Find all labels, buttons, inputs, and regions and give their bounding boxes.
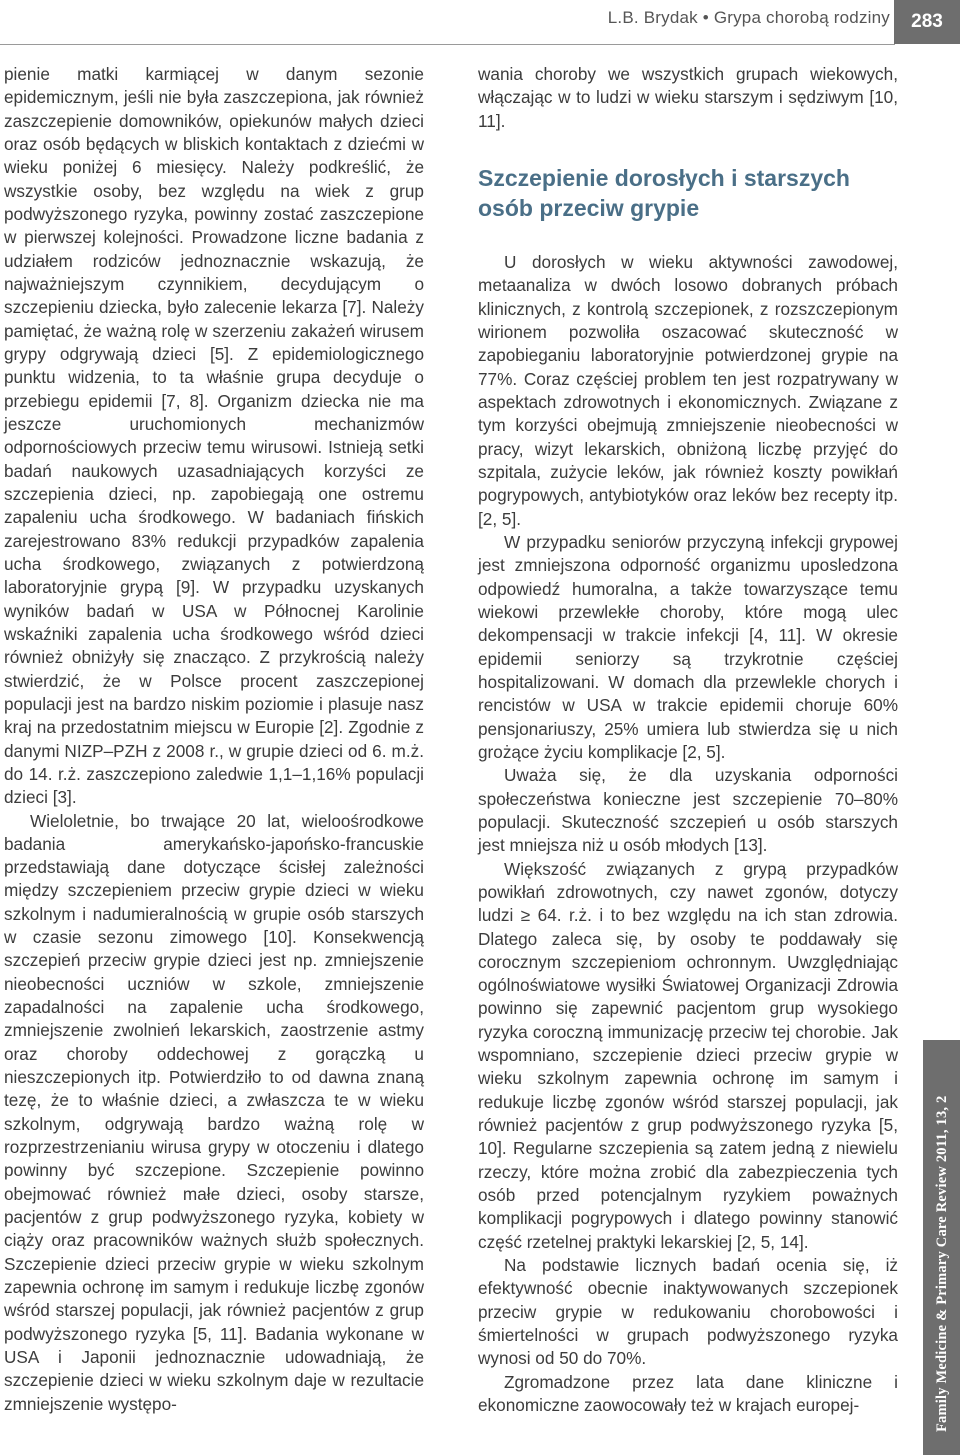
journal-side-strip xyxy=(923,1040,960,1455)
paragraph: Zgromadzone przez lata dane kliniczne i ekonomiczne zaowocowały też w krajach europej- xyxy=(478,1371,898,1416)
paragraph: Wieloletnie, bo trwające 20 lat, wieloośrodkowe badania amerykańsko-japońsko-francuskie przedstawiają dane dotyczące ścisłej zależności między szczepieniem przeciw grypie dzieci w wieku szkolnym i nadumieralnością w grupie osób starszych w czasie sezonu zimowego [10]. Konsekwencją szczepień przeciw grypie dzieci jest np. zmniejszenie nieobecności uczniów w szkole, zmniejszenie zapadalności na zapalenie ucha środkowego, zmniejszenie zwolnień lekarskich, zaostrzenie astmy oraz choroby oddechowej z gorączką u nieszczepionych itp. Potwierdziło to od dawna znaną tezę, że to właśnie dzieci, a zwłaszcza te w wieku szkolnym, odgrywają bardzo ważną rolę w rozprzestrzenianiu wirusa grypy w otoczeniu i dlatego powinny być szczepione. Szczepienie powinno obejmować również małe dzieci, osoby starsze, pacjentów z grup podwyższonego ryzyka, kobiety w ciąży oraz pracowników ważnych służb społecznych. Szczepienie dzieci przeciw grypie w wieku szkolnym zapewnia ochronę im samym i redukuje liczbę zgonów wśród starszej populacji, jak również pacjentów z grup podwyższonego ryzyka [5, 11]. Badania wykonane w USA i Japonii jednoznacznie udowadniają, że szczepienie dzieci w wieku szkolnym daje w rezultacie zmniejszenie występo- xyxy=(4,810,424,1414)
running-head: L.B. Brydak • Grypa chorobą rodziny xyxy=(607,8,890,27)
page-number: 283 xyxy=(894,0,960,44)
paragraph: pienie matki karmiącej w danym sezonie epidemicznym, jeśli nie była zaszczepiona, jak również zaszczepienie domowników, opiekunów małych dzieci oraz osób będących w bliskich kontaktach z dziećmi w wieku poniżej 6 miesięcy. Należy podkreślić, że wszystkie osoby, bez względu na wiek z grup podwyższonego ryzyka, powinny zostać zaszczepione w pierwszej kolejności. Prowadzone liczne badania z udziałem rodziców jednoznacznie wskazują, że najważniejszym czynnikiem, decydującym o szczepieniu dziecka, było zalecenie lekarza [7]. Należy pamiętać, że ważną rolę w szerzeniu zakażeń wirusem grypy odgrywają dzieci [5]. Z epidemiologicznego punktu widzenia, to ta właśnie grupa decyduje o przebiegu epidemii [7, 8]. Organizm dziecka nie ma jeszcze uruchomionych mechanizmów odpornościowych przeciw temu wirusowi. Istnieją setki badań naukowych uzasadniających korzyści ze szczepienia dzieci, np. zapobiegają one ostremu zapaleniu ucha środkowego. W badaniach fińskich zarejestrowano 83% redukcji przypadków zapalenia ucha środkowego, związanych z potwierdzoną laboratoryjnie grypą [9]. W przypadku uzyskanych wyników badań w USA w Północnej Karolinie wskaźniki zapalenia ucha środkowego wśród dzieci również obniżyły się znacząco. Z przykrością należy stwierdzić, że w Polsce procent zaszczepionej populacji jest na bardzo niskim poziomie i plasuje nasz kraj na przedostatnim miejscu w Europie [2]. Zgodnie z danymi NIZP–PZH z 2008 r., w grupie dzieci od 6. m.ż. do 14. r.ż. zaszczepiono zaledwie 1,1–1,16% populacji dzieci [3]. xyxy=(4,64,424,808)
left-column xyxy=(4,63,424,1416)
header-rule xyxy=(0,44,895,45)
right-column xyxy=(478,63,898,1417)
paragraph: Uważa się, że dla uzyskania odporności społeczeństwa konieczne jest szczepienie 70–80% populacji. Skuteczność szczepień u osób starszych jest mniejsza niż u osób młodych [13]. xyxy=(478,765,898,856)
paragraph: W przypadku seniorów przyczyną infekcji grypowej jest zmniejszona odporność organizmu uposledzona odpowiedź humoralna, a także towarzyszące temu wiekowi przewlekłe choroby, które mogą ulec dekompensacji w trakcie infekcji [4, 11]. W okresie epidemii seniorzy są trzykrotnie częściej hospitalizowani. W domach dla przewlekle chorych i rencistów w USA w trakcie epidemii choruje 60% pensjonariuszy, 25% umiera lub stwierdza się u nich grożące życiu komplikacje [2, 5]. xyxy=(478,531,898,762)
journal-name: Family Medicine & Primary Care Review 2011, 13, 2 xyxy=(934,1095,950,1432)
paragraph: U dorosłych w wieku aktywności zawodowej, metaanaliza w dwóch losowo dobranych próbach klinicznych, z kontrolą szczepionek, z rozszczepionym wirionem pozwoliła oszacować skuteczność w zapobieganiu laboratoryjnie potwierdzonej grypie na 77%. Coraz częściej problem ten jest rozpatrywany w aspektach zdrowotnych i ekonomicznych. Związane z tym korzyści obejmują zmniejszenie nieobecności w pracy, wizyt lekarskich, obniżoną liczbę przyjęć do szpitala, zużycie leków, jak również koszty powikłań pogrypowych, antybiotyków oraz leków bez recepty itp. [2, 5]. xyxy=(478,251,898,529)
paragraph: wania choroby we wszystkich grupach wiekowych, włączając w to ludzi w wieku starszym i sędziwym [10, 11]. xyxy=(478,64,898,131)
paragraph: Większość związanych z grypą przypadków powikłań zdrowotnych, czy nawet zgonów, dotyczy ludzi ≥ 64. r.ż. i to bez względu na ich stan zdrowia. Dlatego zaleca się, by osoby te poddawały się corocznym szczepieniom ochronnym. Uwzględniając ogólnoświatowe wysiłki Światowej Organizacji Zdrowia powinno się zapewnić pacjentom grup wysokiego ryzyka coroczną immunizację przeciw tej chorobie. Jak wspomniano, szczepienie dzieci przeciw grypie w wieku szkolnym zapewnia ochronę im samym i redukuje liczbę zgonów wśród starszej populacji, jak również pacjentów z grup podwyższonego ryzyka [5, 10]. Regularne szczepienia są zatem jedną z niewielu rzeczy, które można zrobić dla zabezpieczenia tych osób przed potencjalnym ryzykiem poważnych komplikacji pogrypowych i dlatego powinny stanowić część rzetelnej praktyki lekarskiej [2, 5, 14]. xyxy=(478,858,898,1252)
paragraph: Na podstawie licznych badań ocenia się, iż efektywność obecnie inaktywowanych szczepionek przeciw grypie w redukowaniu chorobowości i śmiertelności w grupach podwyższonego ryzyka wynosi od 50 do 70%. xyxy=(478,1255,898,1369)
section-heading: Szczepienie dorosłych i starszych osób przeciw grypie xyxy=(478,164,850,221)
